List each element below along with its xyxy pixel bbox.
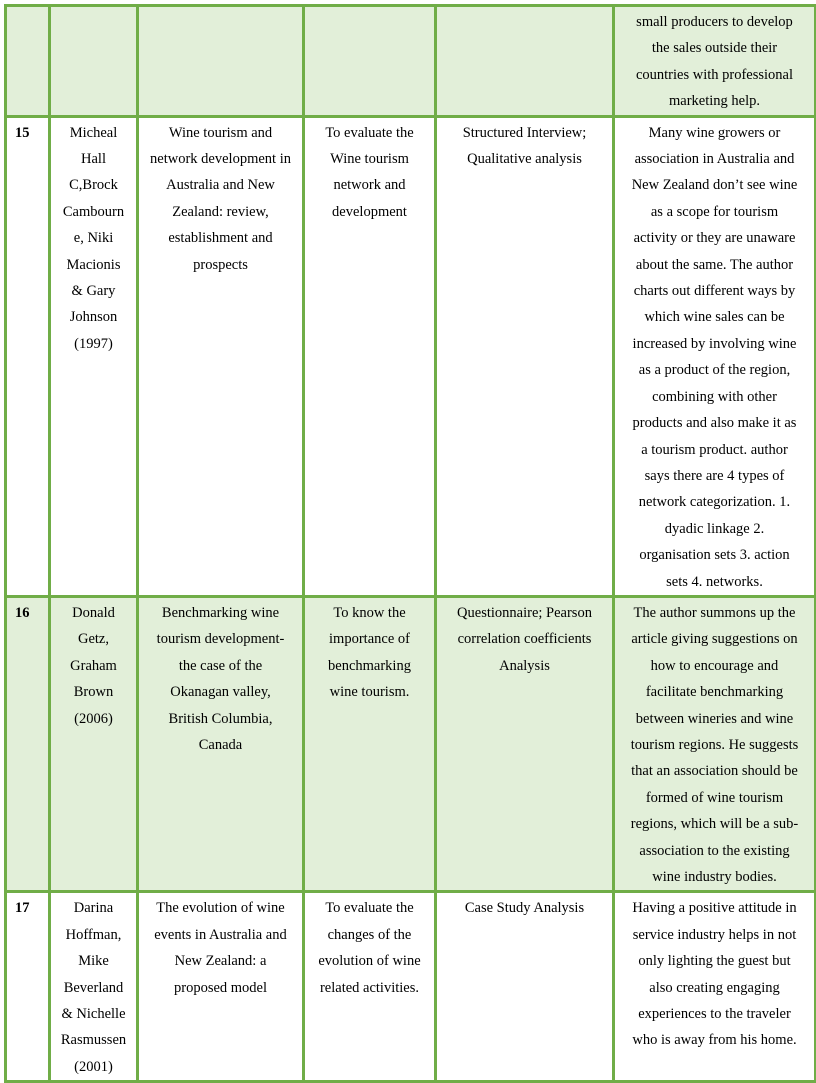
objective-cell: To evaluate the changes of the evolution of wine related activities. xyxy=(304,892,436,1082)
findings-cell: Having a positive attitude in service industry helps in not only lighting the guest but also creating engaging experiences to the traveler who is away from his home. xyxy=(614,892,816,1082)
method-cell: Case Study Analysis xyxy=(436,892,614,1082)
method-cell: Questionnaire; Pearson correlation coefficients Analysis xyxy=(436,596,614,891)
author-cell: Donald Getz, Graham Brown (2006) xyxy=(50,596,138,891)
literature-review-table xyxy=(4,4,816,1083)
findings-cell: The author summons up the article giving suggestions on how to encourage and facilitate benchmarking between wineries and wine tourism regions. He suggests that an association should be formed of wine tourism regions, which will be a sub- association to the existing wine industry bodies. xyxy=(614,596,816,891)
title-cell: The evolution of wine events in Australia and New Zealand: a proposed model xyxy=(138,892,304,1082)
row-number: 16 xyxy=(6,596,50,891)
author-cell: Micheal Hall C,Brock Cambourn e, Niki Macionis & Gary Johnson (1997) xyxy=(50,116,138,596)
method-cell xyxy=(436,6,614,117)
row-number xyxy=(6,6,50,117)
author-cell xyxy=(50,6,138,117)
title-cell: Wine tourism and network development in Australia and New Zealand: review, establishment and prospects xyxy=(138,116,304,596)
findings-cell: Many wine growers or association in Australia and New Zealand don’t see wine as a scope for tourism activity or they are unaware about the same. The author charts out different ways by which wine sales can be increased by involving wine as a product of the region, combining with other products and also make it as a tourism product. author says there are 4 types of network categorization. 1. dyadic linkage 2. organisation sets 3. action sets 4. networks. xyxy=(614,116,816,596)
title-cell xyxy=(138,6,304,117)
table-row xyxy=(6,892,816,1082)
method-cell: Structured Interview; Qualitative analysis xyxy=(436,116,614,596)
objective-cell: To evaluate the Wine tourism network and development xyxy=(304,116,436,596)
row-number: 17 xyxy=(6,892,50,1082)
objective-cell: To know the importance of benchmarking wine tourism. xyxy=(304,596,436,891)
author-cell: Darina Hoffman, Mike Beverland & Nichelle Rasmussen (2001) xyxy=(50,892,138,1082)
table-row xyxy=(6,116,816,596)
row-number: 15 xyxy=(6,116,50,596)
findings-cell: small producers to develop the sales outside their countries with professional marketing help. xyxy=(614,6,816,117)
title-cell: Benchmarking wine tourism development- the case of the Okanagan valley, British Columbia, Canada xyxy=(138,596,304,891)
table-row xyxy=(6,6,816,117)
objective-cell xyxy=(304,6,436,117)
table-row xyxy=(6,596,816,891)
